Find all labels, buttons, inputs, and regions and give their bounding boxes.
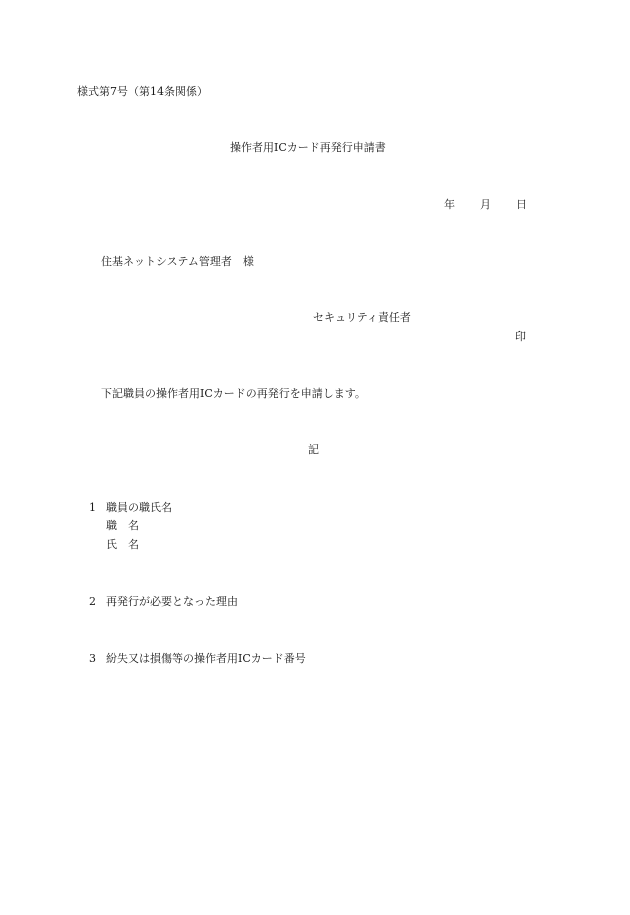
date-day-label: 日 <box>516 198 527 211</box>
form-number: 様式第7号（第14条関係） <box>77 85 208 98</box>
item-number: 2 <box>89 595 96 608</box>
item-number: 1 <box>89 501 96 514</box>
date-month-label: 月 <box>480 198 491 211</box>
item-label: 紛失又は損傷等の操作者用ICカード番号 <box>106 652 306 665</box>
document-title: 操作者用ICカード再発行申請書 <box>230 141 386 154</box>
date-year-label: 年 <box>444 198 455 211</box>
item-label: 職員の職氏名 <box>106 501 172 514</box>
item-number: 3 <box>89 652 96 665</box>
sub-item-name: 氏 名 <box>106 538 139 551</box>
applicant-title: セキュリティ責任者 <box>313 311 411 324</box>
ki-heading: 記 <box>308 443 319 456</box>
request-statement: 下記職員の操作者用ICカードの再発行を申請します。 <box>101 387 366 400</box>
item-label: 再発行が必要となった理由 <box>106 595 238 608</box>
seal-mark: 印 <box>515 330 526 343</box>
addressee: 住基ネットシステム管理者 様 <box>101 255 254 268</box>
sub-item-position: 職 名 <box>106 519 139 532</box>
